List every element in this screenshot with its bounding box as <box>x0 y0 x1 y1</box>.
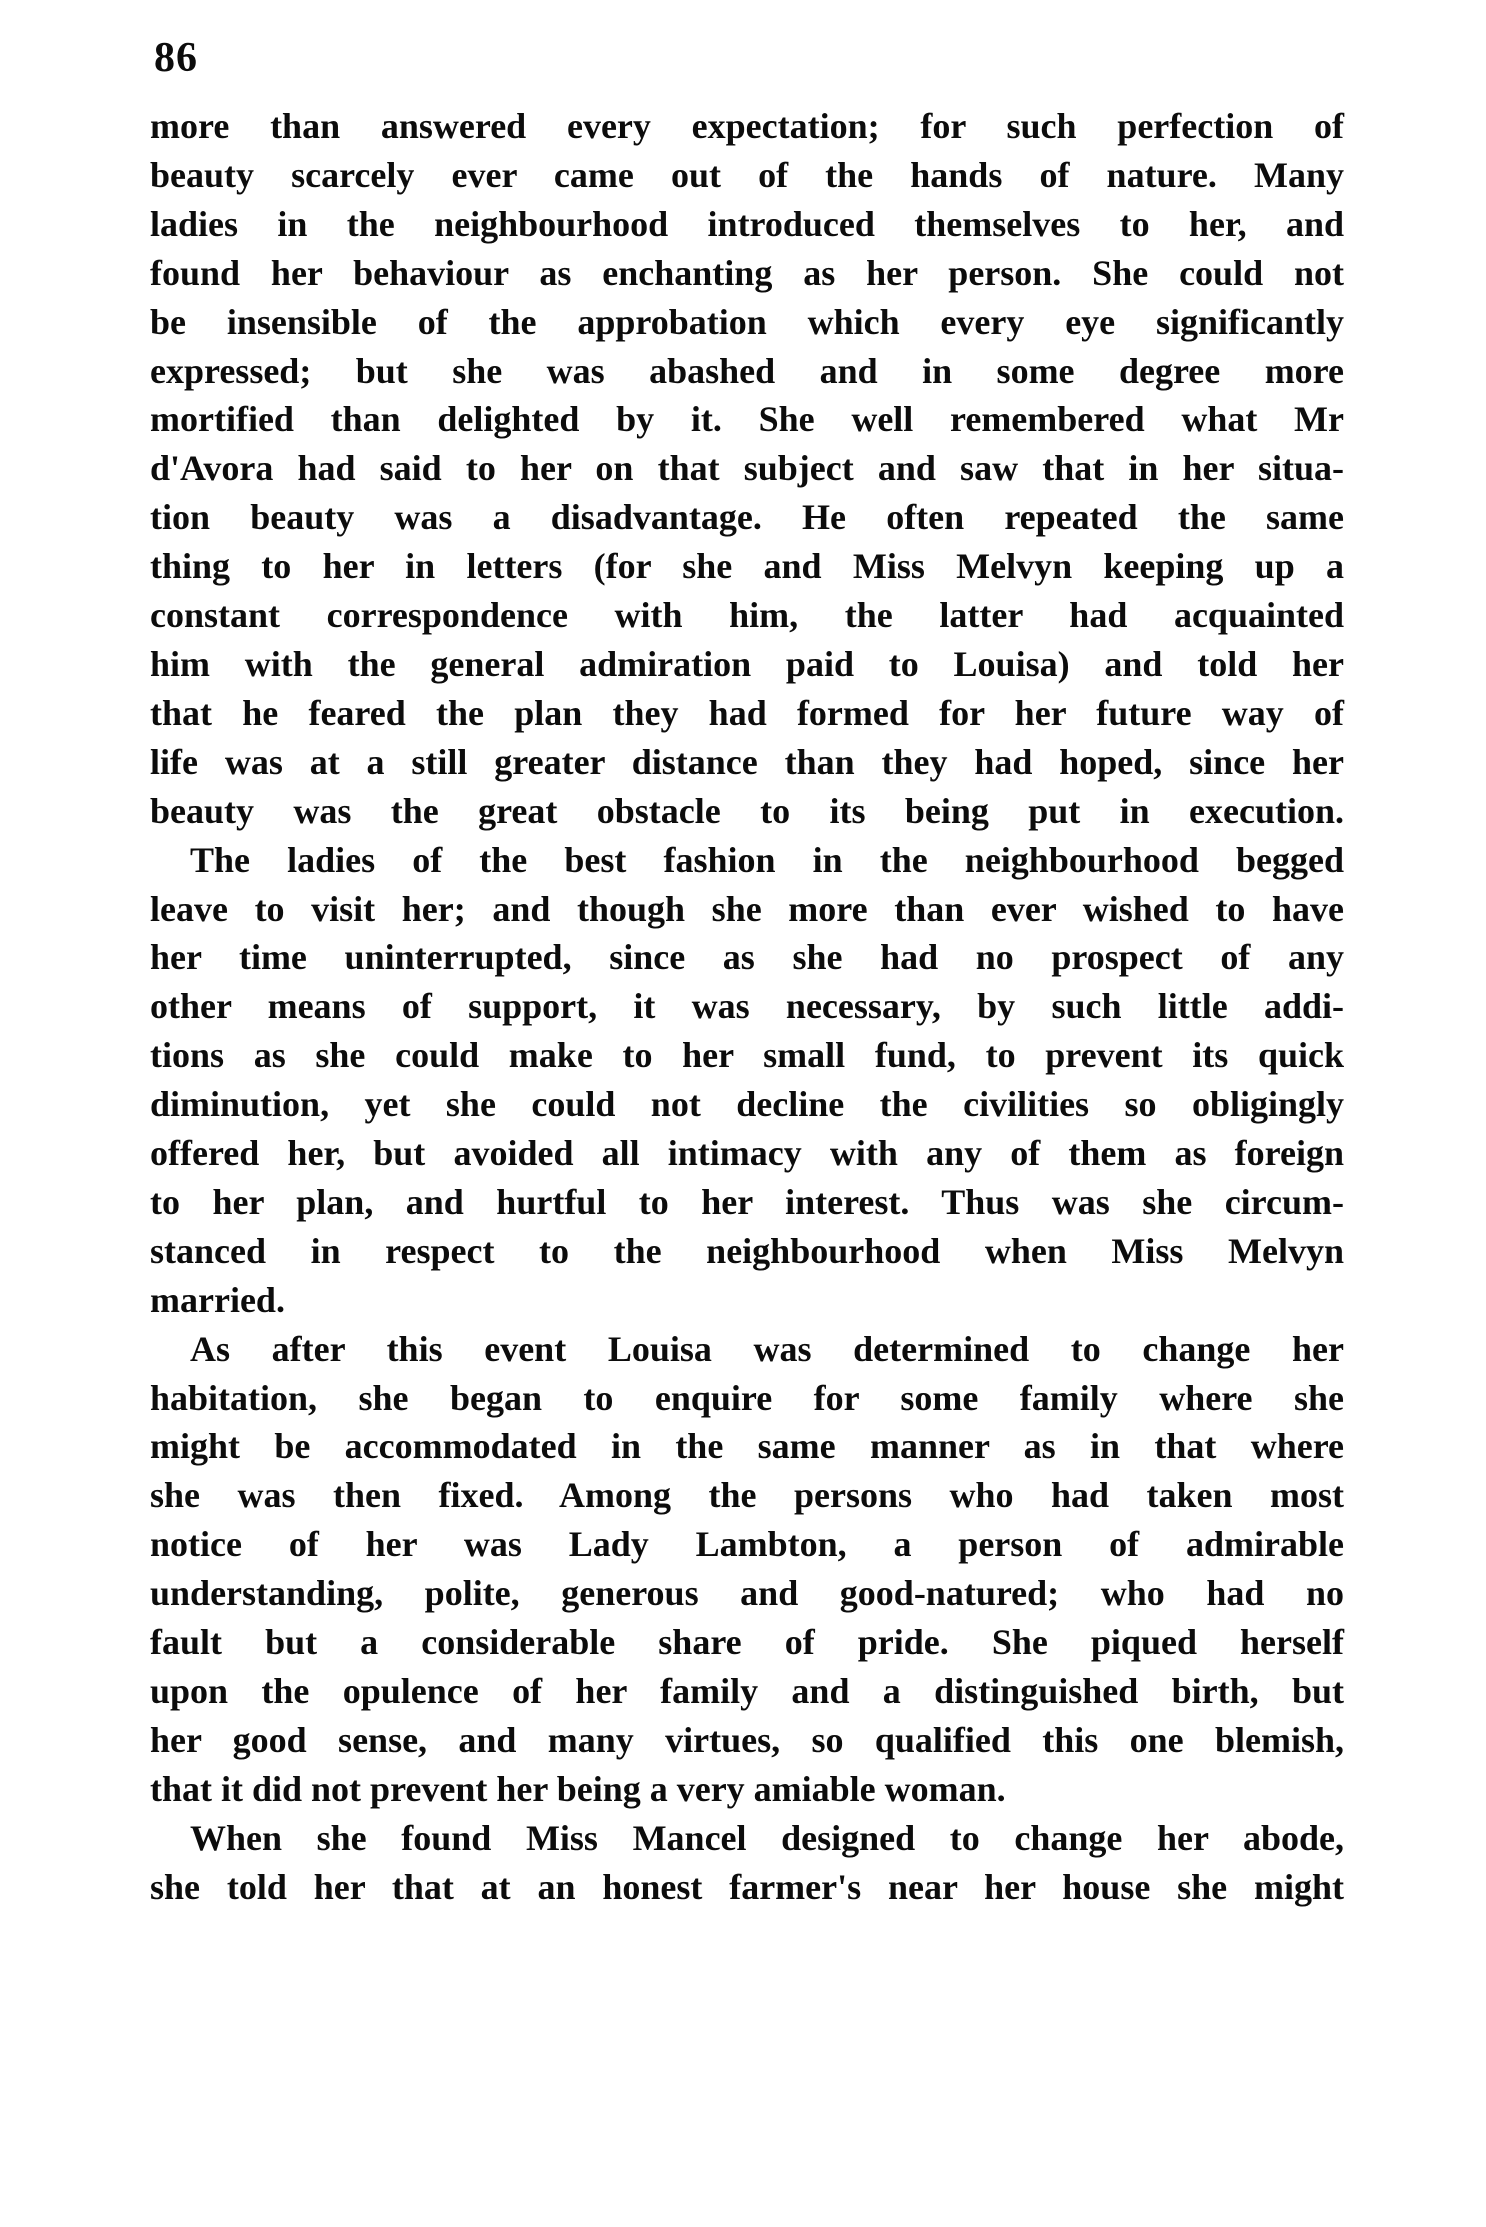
text-line: leave to visit her; and though she more than ever wished to have <box>150 888 1344 929</box>
text-line: diminution, yet she could not decline the civilities so obligingly <box>150 1084 1344 1125</box>
text-line: beauty was the great obstacle to its being put in execution. <box>150 790 1344 831</box>
text-line: d'Avora had said to her on that subject and saw that in her situa- <box>150 448 1344 489</box>
text-line: might be accommodated in the same manner as in that where <box>150 1426 1344 1467</box>
text-line: upon the opulence of her family and a distinguished birth, but <box>150 1671 1344 1711</box>
text-line: fault but a considerable share of pride. She piqued herself <box>150 1622 1344 1663</box>
paragraph-1 <box>150 102 1344 836</box>
text-line: habitation, she began to enquire for some family where she <box>150 1377 1344 1418</box>
page-number: 86 <box>154 35 198 81</box>
paragraph-4 <box>150 1814 1344 1912</box>
text-line: expressed; but she was abashed and in some degree more <box>150 350 1344 391</box>
text-line: offered her, but avoided all intimacy with any of them as foreign <box>150 1133 1344 1174</box>
text-line: that it did not prevent her being a very amiable woman. <box>150 1768 1006 1809</box>
text-line: stanced in respect to the neighbourhood when Miss Melvyn <box>150 1230 1344 1271</box>
text-line: constant correspondence with him, the latter had acquainted <box>150 595 1344 636</box>
text-line: ladies in the neighbourhood introduced themselves to her, and <box>150 203 1344 244</box>
text-line: When she found Miss Mancel designed to change her abode, <box>190 1817 1344 1858</box>
text-line: her good sense, and many virtues, so qualified this one blemish, <box>150 1719 1344 1760</box>
text-block <box>150 102 1344 1912</box>
text-line: him with the general admiration paid to Louisa) and told her <box>150 643 1344 684</box>
text-line: thing to her in letters (for she and Miss Melvyn keeping up a <box>150 546 1344 587</box>
paragraph-3 <box>150 1325 1344 1814</box>
text-line: tion beauty was a disadvantage. He often repeated the same <box>150 497 1344 538</box>
text-line: to her plan, and hurtful to her interest. Thus was she circum- <box>150 1181 1344 1222</box>
text-line: married. <box>150 1279 285 1320</box>
text-line: understanding, polite, generous and good-natured; who had no <box>150 1573 1344 1614</box>
text-line: As after this event Louisa was determined to change her <box>190 1328 1344 1369</box>
text-line: notice of her was Lady Lambton, a person of admirable <box>150 1524 1344 1565</box>
text-line: she was then fixed. Among the persons who had taken most <box>150 1475 1344 1516</box>
text-line: mortified than delighted by it. She well remembered what Mr <box>150 399 1344 440</box>
text-line: beauty scarcely ever came out of the hands of nature. Many <box>150 154 1344 195</box>
text-line: tions as she could make to her small fund, to prevent its quick <box>150 1035 1344 1076</box>
text-line: her time uninterrupted, since as she had no prospect of any <box>150 937 1344 978</box>
text-line: be insensible of the approbation which every eye significantly <box>150 301 1344 342</box>
text-line: that he feared the plan they had formed for her future way of <box>150 692 1344 733</box>
paragraph-2 <box>150 836 1344 1325</box>
text-line: life was at a still greater distance than they had hoped, since her <box>150 741 1344 782</box>
text-line: The ladies of the best fashion in the neighbourhood begged <box>190 839 1344 880</box>
text-line: she told her that at an honest farmer's near her house she might <box>150 1866 1344 1907</box>
text-line: found her behaviour as enchanting as her person. She could not <box>150 252 1344 293</box>
text-line: other means of support, it was necessary, by such little addi- <box>150 986 1344 1027</box>
text-line: more than answered every expectation; for such perfection of <box>150 106 1344 146</box>
